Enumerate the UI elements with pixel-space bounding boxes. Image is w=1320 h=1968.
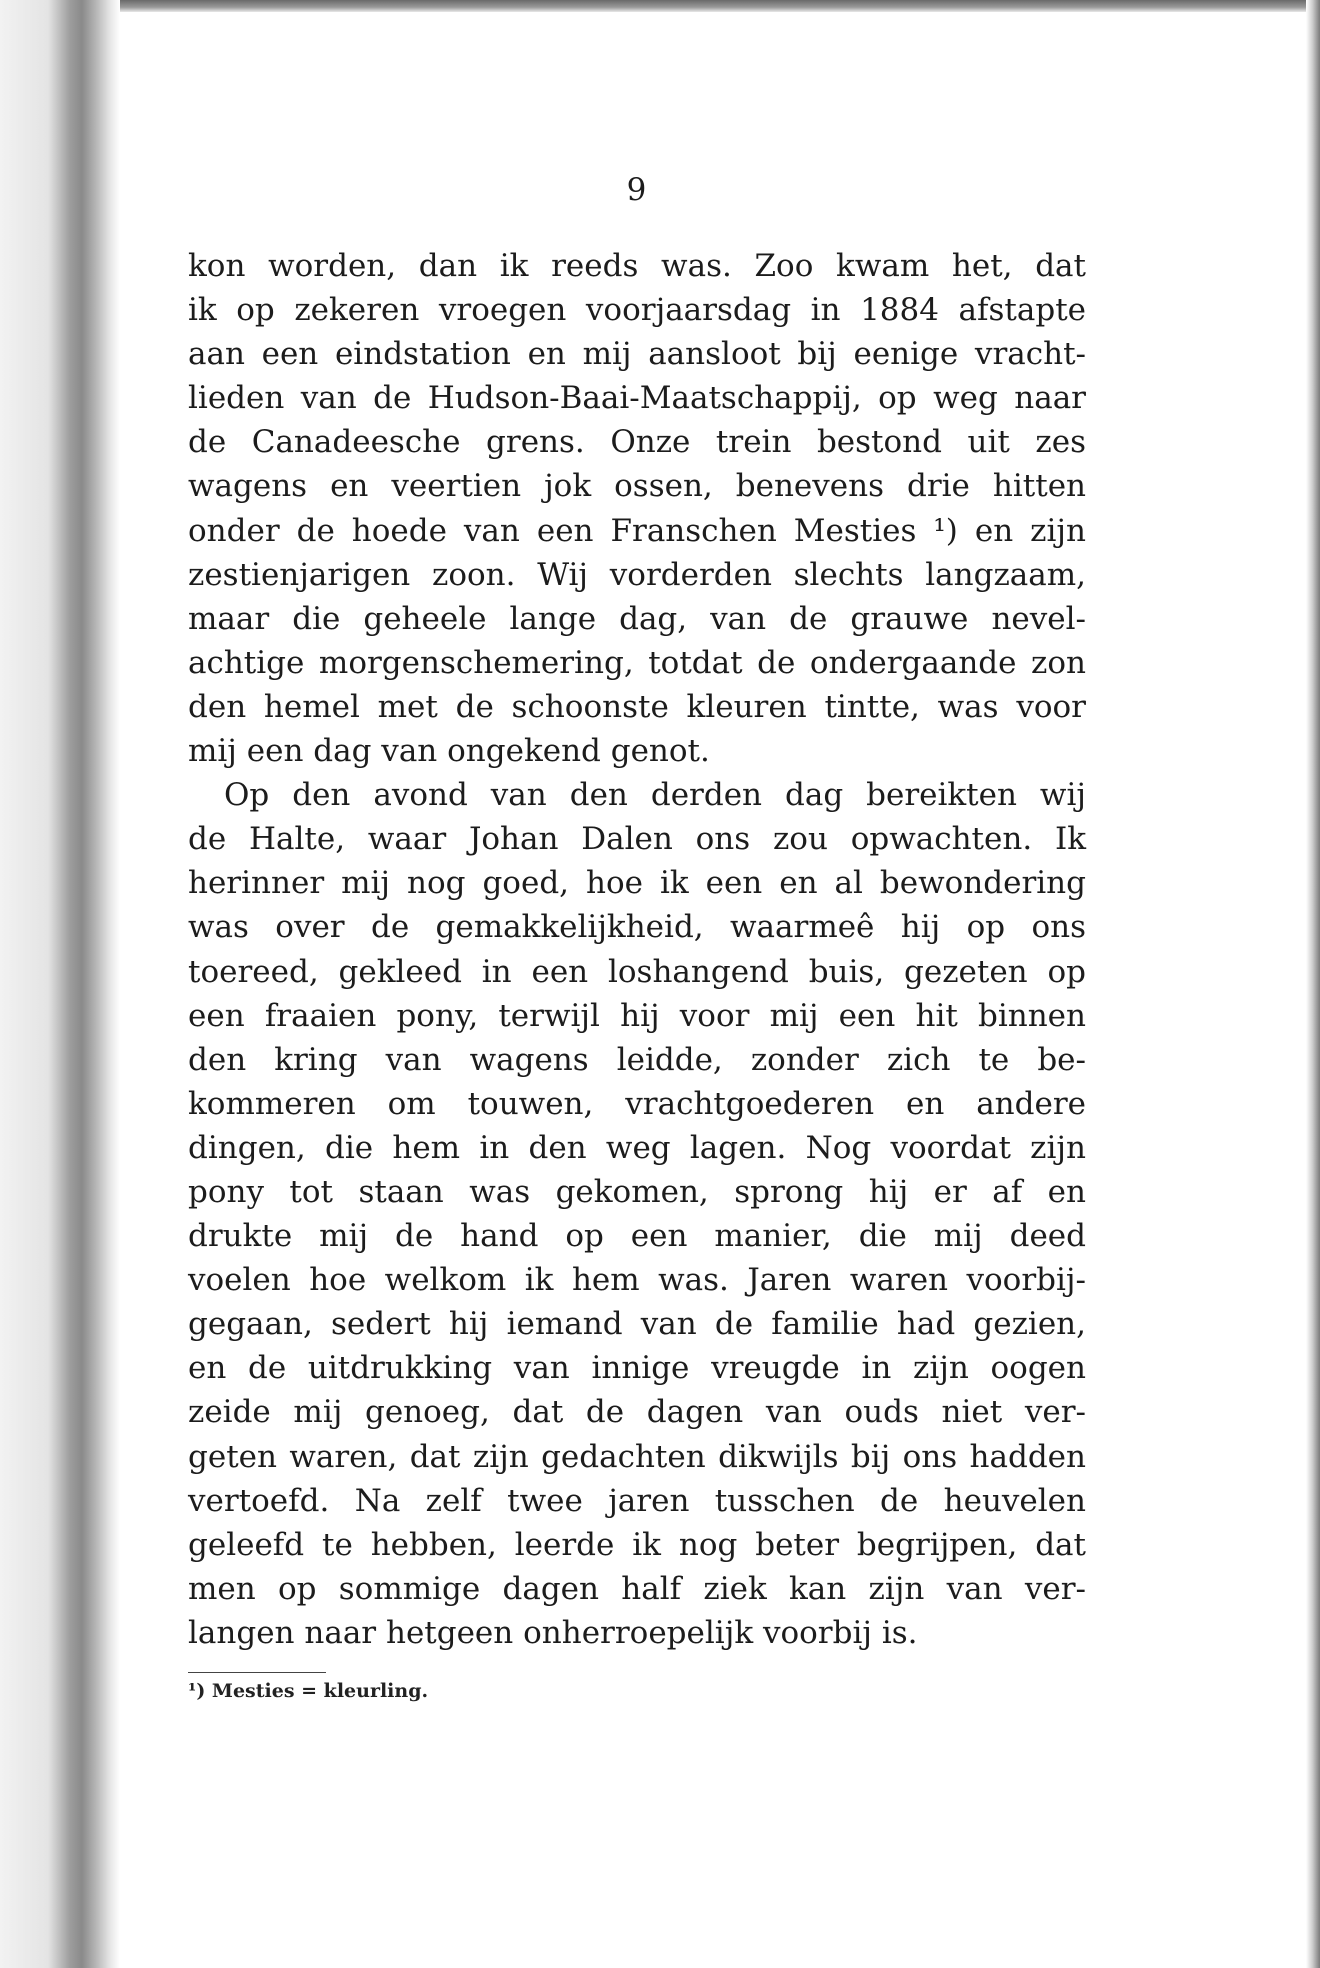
- text-line: den hemel met de schoonste kleuren tintte, was voor: [188, 688, 1086, 725]
- page-number: 9: [626, 172, 648, 208]
- paragraph-end-line: mij een dag van ongekend genot.: [188, 733, 710, 770]
- text-line: ik op zekeren vroegen voorjaarsdag in 1884 afstapte: [188, 292, 1086, 329]
- text-line: geleefd te hebben, leerde ik nog beter begrijpen, dat: [188, 1526, 1086, 1563]
- footnote-rule: [188, 1672, 326, 1673]
- book-page: [188, 0, 1086, 1968]
- text-line: zestienjarigen zoon. Wij vorderden slechts langzaam,: [188, 556, 1086, 593]
- text-line: onder de hoede van een Franschen Mesties ¹) en zijn: [188, 512, 1086, 549]
- text-line: een fraaien pony, terwijl hij voor mij een hit binnen: [188, 997, 1086, 1034]
- text-line: kommeren om touwen, vrachtgoederen en andere: [188, 1085, 1086, 1122]
- text-line: kon worden, dan ik reeds was. Zoo kwam het, dat: [188, 248, 1086, 284]
- text-line: drukte mij de hand op een manier, die mij deed: [188, 1218, 1086, 1255]
- text-line: maar die geheele lange dag, van de grauwe nevel-: [188, 600, 1086, 637]
- text-line: en de uitdrukking van innige vreugde in zijn oogen: [188, 1350, 1086, 1387]
- text-line: lieden van de Hudson-Baai-Maatschappij, op weg naar: [188, 380, 1086, 417]
- text-line: vertoefd. Na zelf twee jaren tusschen de heuvelen: [188, 1482, 1086, 1519]
- text-line: aan een eindstation en mij aansloot bij eenige vracht-: [188, 336, 1086, 373]
- paragraph-end-line: langen naar hetgeen onherroepelijk voorbij is.: [188, 1614, 918, 1651]
- text-line: de Canadeesche grens. Onze trein bestond uit zes: [188, 424, 1086, 461]
- body-text: [188, 244, 1086, 1655]
- footnote: ¹) Mesties = kleurling.: [188, 1680, 429, 1702]
- page-right-edge: [1306, 0, 1320, 1968]
- text-line: gegaan, sedert hij iemand van de familie had gezien,: [188, 1306, 1086, 1343]
- text-line: voelen hoe welkom ik hem was. Jaren waren voorbij-: [188, 1262, 1086, 1299]
- text-line: toereed, gekleed in een loshangend buis, gezeten op: [188, 953, 1086, 990]
- text-line: dingen, die hem in den weg lagen. Nog voordat zijn: [188, 1129, 1086, 1166]
- text-line: was over de gemakkelijkheid, waarmeê hij op ons: [188, 909, 1086, 946]
- text-line: de Halte, waar Johan Dalen ons zou opwachten. Ik: [188, 821, 1086, 858]
- text-line: wagens en veertien jok ossen, benevens drie hitten: [188, 468, 1086, 505]
- text-line: pony tot staan was gekomen, sprong hij er af en: [188, 1173, 1086, 1210]
- paragraph-start-line: Op den avond van den derden dag bereikten wij: [224, 777, 1086, 814]
- text-line: herinner mij nog goed, hoe ik een en al bewondering: [188, 865, 1086, 902]
- text-line: geten waren, dat zijn gedachten dikwijls bij ons hadden: [188, 1438, 1086, 1475]
- binding-spine-shadow: [0, 0, 120, 1968]
- text-line: den kring van wagens leidde, zonder zich te be-: [188, 1041, 1086, 1078]
- text-line: men op sommige dagen half ziek kan zijn van ver-: [188, 1570, 1086, 1607]
- text-line: achtige morgenschemering, totdat de ondergaande zon: [188, 644, 1086, 681]
- text-line: zeide mij genoeg, dat de dagen van ouds niet ver-: [188, 1394, 1086, 1431]
